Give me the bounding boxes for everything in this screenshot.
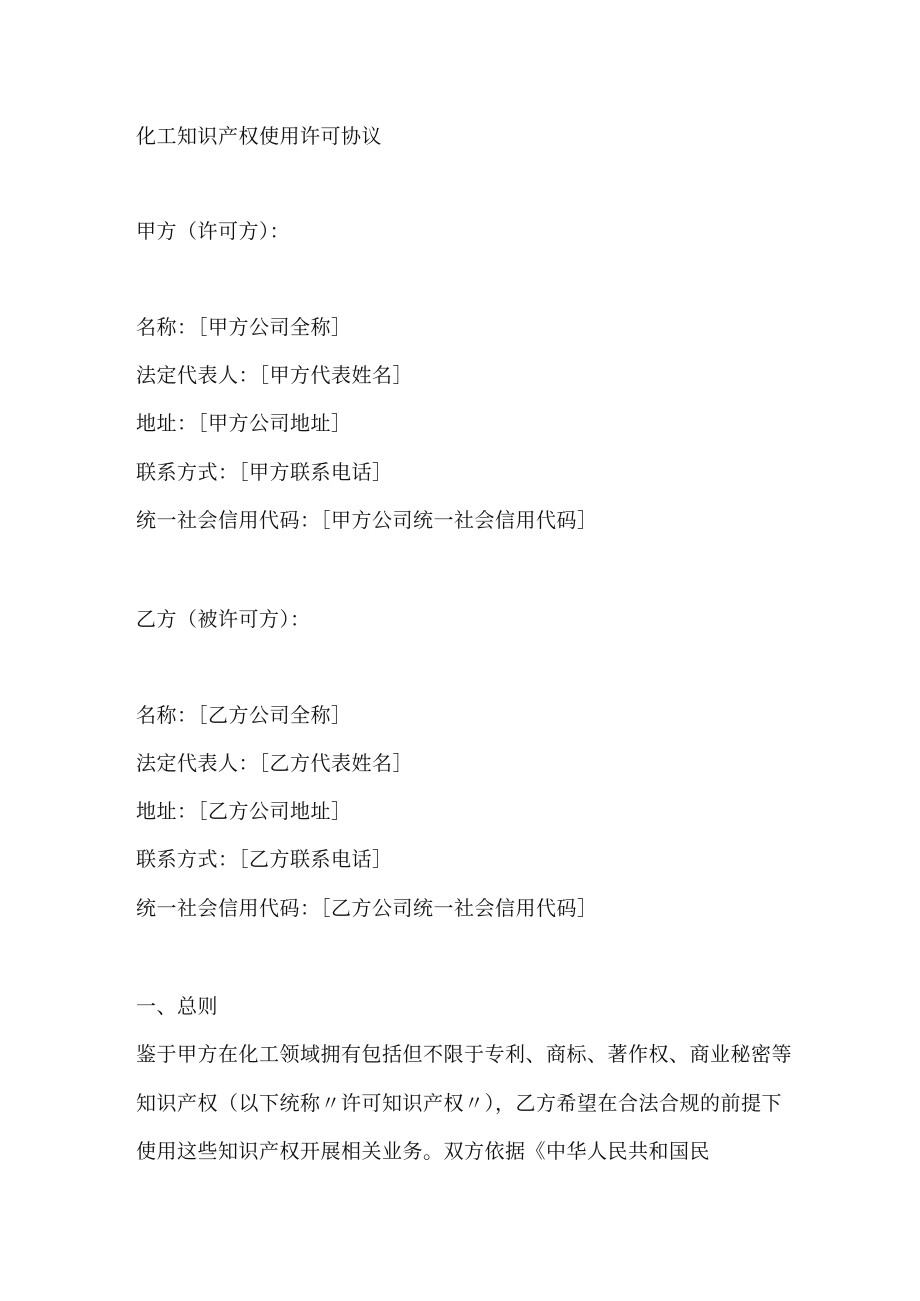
- party-b-legal-rep: 法定代表人：［乙方代表姓名］: [136, 751, 413, 775]
- section-1-heading: 一、总则: [136, 994, 218, 1018]
- section-1-line-3: 使用这些知识产权开展相关业务。双方依据《中华人民共和国民: [136, 1139, 710, 1163]
- party-a-legal-rep: 法定代表人：［甲方代表姓名］: [136, 363, 413, 387]
- party-a-contact: 联系方式：［甲方联系电话］: [136, 460, 393, 484]
- party-b-address: 地址：［乙方公司地址］: [136, 799, 352, 823]
- document-title: 化工知识产权使用许可协议: [136, 124, 382, 148]
- party-b-name: 名称：［乙方公司全称］: [136, 703, 352, 727]
- party-a-heading: 甲方（许可方）：: [136, 219, 290, 243]
- party-b-contact: 联系方式：［乙方联系电话］: [136, 847, 393, 871]
- party-a-credit-code: 统一社会信用代码：［甲方公司统一社会信用代码］: [136, 508, 598, 532]
- party-a-name: 名称：［甲方公司全称］: [136, 315, 352, 339]
- section-1-line-2: 知识产权（以下统称〃许可知识产权〃），乙方希望在合法合规的前提下: [136, 1091, 782, 1115]
- party-b-heading: 乙方（被许可方）：: [136, 607, 311, 631]
- section-1-line-1: 鉴于甲方在化工领域拥有包括但不限于专利、商标、著作权、商业秘密等: [136, 1042, 792, 1066]
- party-a-address: 地址：［甲方公司地址］: [136, 411, 352, 435]
- party-b-credit-code: 统一社会信用代码：［乙方公司统一社会信用代码］: [136, 896, 598, 920]
